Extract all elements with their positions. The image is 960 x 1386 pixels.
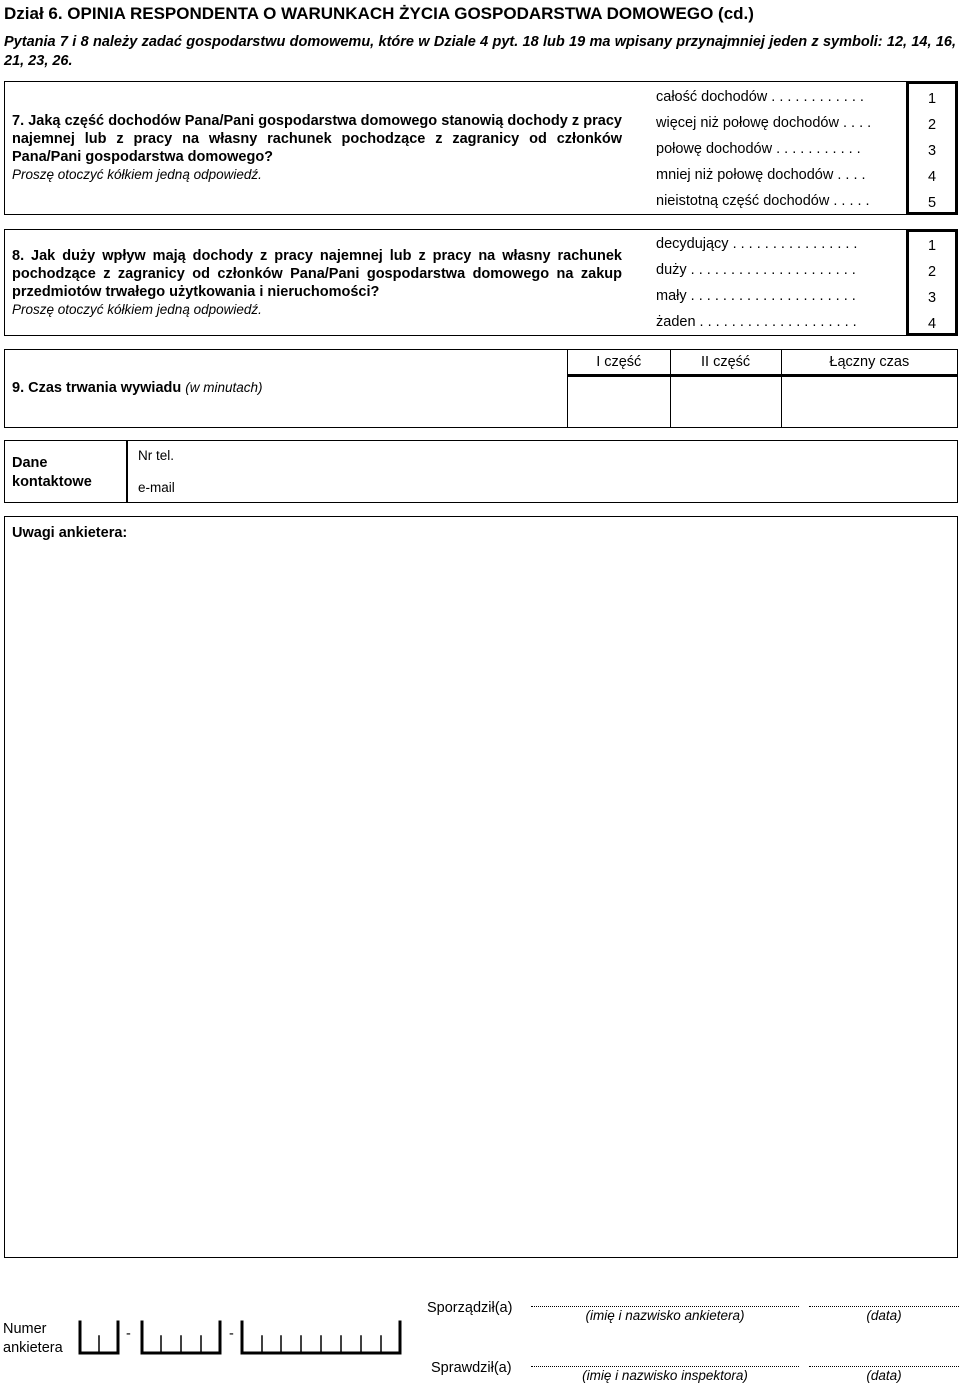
q8-option-2[interactable]: duży . . . . . . . . . . . . . . . . . . . . . bbox=[656, 262, 856, 278]
q7-option-3[interactable]: połowę dochodów . . . . . . . . . . . bbox=[656, 141, 861, 157]
q8-code-1[interactable]: 1 bbox=[927, 238, 937, 254]
remarks-label: Uwagi ankietera: bbox=[12, 525, 128, 541]
question-7-text: 7. Jaką część dochodów Pana/Pani gospodarstwa domowego stanowią dochody z pracy najemnej lub z pracy na własny rachunek pochodzące z zagranicy od członków Pana/Pani gospodarstwa domowego? bbox=[12, 113, 622, 165]
interviewer-number-dash-1: - bbox=[126, 1326, 131, 1342]
duration-input-total[interactable] bbox=[781, 376, 957, 428]
question-7-hint: Proszę otoczyć kółkiem jedną odpowiedź. bbox=[12, 167, 262, 182]
q8-option-1[interactable]: decydujący . . . . . . . . . . . . . . . . bbox=[656, 236, 858, 252]
question-8 bbox=[12, 247, 622, 319]
interviewer-number-label bbox=[3, 1320, 63, 1358]
question-8-text: 8. Jak duży wpływ mają dochody z pracy najemnej lub z pracy na własny rachunek pochodzące z zagranicy od członków Pana/Pani gospodarstwa domowego na zakup przedmiotów trwałego użytkowania i nieruchomości? bbox=[12, 248, 622, 300]
q8-code-4[interactable]: 4 bbox=[927, 316, 937, 332]
question-9-unit: (w minutach) bbox=[185, 380, 263, 395]
prepared-by-name-line[interactable] bbox=[531, 1306, 799, 1307]
question-8-options bbox=[656, 231, 906, 335]
prepared-by-date-line[interactable] bbox=[809, 1306, 959, 1307]
q7-code-2[interactable]: 2 bbox=[927, 117, 937, 133]
duration-header-part-2: II część bbox=[670, 350, 781, 376]
contact-label-line2: kontaktowe bbox=[12, 474, 92, 490]
interviewer-number-line2: ankietera bbox=[3, 1340, 63, 1356]
q7-option-2[interactable]: więcej niż połowę dochodów . . . . bbox=[656, 115, 872, 131]
q7-code-5[interactable]: 5 bbox=[927, 195, 937, 211]
q7-code-1[interactable]: 1 bbox=[927, 91, 937, 107]
checked-date-caption: (data) bbox=[866, 1368, 902, 1383]
checked-by-label: Sprawdził(a) bbox=[431, 1360, 512, 1376]
q8-option-3[interactable]: mały . . . . . . . . . . . . . . . . . . . . . bbox=[656, 288, 856, 304]
interviewer-name-caption: (imię i nazwisko ankietera) bbox=[585, 1308, 745, 1323]
checked-by-name-line[interactable] bbox=[531, 1366, 799, 1367]
prepared-date-caption: (data) bbox=[866, 1308, 902, 1323]
email-label: e-mail bbox=[138, 480, 175, 495]
q8-code-2[interactable]: 2 bbox=[927, 264, 937, 280]
q8-option-4[interactable]: żaden . . . . . . . . . . . . . . . . . . . . bbox=[656, 314, 857, 330]
q8-code-3[interactable]: 3 bbox=[927, 290, 937, 306]
prepared-by-label: Sporządził(a) bbox=[427, 1300, 513, 1316]
interviewer-number-line1: Numer bbox=[3, 1321, 47, 1337]
q7-code-3[interactable]: 3 bbox=[927, 143, 937, 159]
q7-option-5[interactable]: nieistotną część dochodów . . . . . bbox=[656, 193, 870, 209]
inspector-name-caption: (imię i nazwisko inspektora) bbox=[582, 1368, 748, 1383]
question-7-code-column bbox=[906, 81, 958, 215]
contact-label-line1: Dane bbox=[12, 455, 48, 471]
interviewer-number-dash-2: - bbox=[229, 1326, 234, 1342]
duration-input-part-2[interactable] bbox=[670, 376, 781, 428]
q7-option-1[interactable]: całość dochodów . . . . . . . . . . . . bbox=[656, 89, 864, 105]
duration-header-total: Łączny czas bbox=[781, 350, 957, 376]
contact-label-block bbox=[12, 454, 92, 492]
question-8-code-column bbox=[906, 229, 958, 336]
remarks-box[interactable] bbox=[4, 516, 958, 1258]
duration-header-part-1: I część bbox=[568, 350, 671, 376]
phone-field[interactable] bbox=[190, 446, 950, 468]
interview-duration-table bbox=[567, 349, 958, 428]
phone-label: Nr tel. bbox=[138, 448, 175, 463]
duration-input-part-1[interactable] bbox=[568, 376, 671, 428]
q7-code-4[interactable]: 4 bbox=[927, 169, 937, 185]
instructions-text: Pytania 7 i 8 należy zadać gospodarstwu domowemu, które w Dziale 4 pyt. 18 lub 19 ma wpisany przynajmniej jeden z symboli: 12, 14, 16, 21, 23, 26. bbox=[4, 34, 956, 69]
question-9-label bbox=[12, 380, 263, 396]
section-title: Dział 6. OPINIA RESPONDENTA O WARUNKACH ŻYCIA GOSPODARSTWA DOMOWEGO (cd.) bbox=[4, 4, 754, 23]
contact-divider bbox=[126, 440, 128, 503]
question-7 bbox=[12, 112, 622, 184]
question-7-options bbox=[656, 84, 906, 214]
question-9-text: 9. Czas trwania wywiadu bbox=[12, 380, 182, 396]
email-field[interactable] bbox=[190, 476, 950, 498]
question-8-hint: Proszę otoczyć kółkiem jedną odpowiedź. bbox=[12, 302, 262, 317]
q7-option-4[interactable]: mniej niż połowę dochodów . . . . bbox=[656, 167, 866, 183]
checked-by-date-line[interactable] bbox=[809, 1366, 959, 1367]
